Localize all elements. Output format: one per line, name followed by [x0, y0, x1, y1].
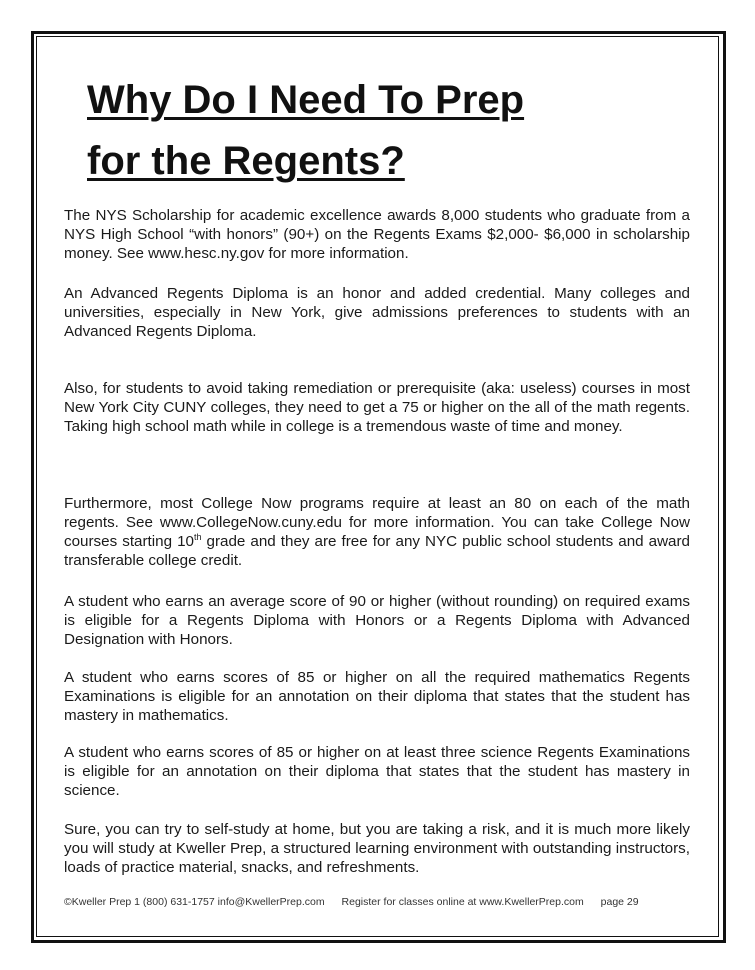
footer-page-number: page 29: [600, 896, 639, 908]
paragraph-kweller-prep: Sure, you can try to self-study at home, but you are taking a risk, and it is much more likely you will study at Kweller Prep, a structured learning environment with outstanding instructors, loads of practice material, snacks, and refreshments.: [64, 821, 690, 876]
footer-contact: ©Kweller Prep 1 (800) 631-1757 info@KwellerPrep.com: [64, 896, 325, 908]
paragraph-college-now: [64, 494, 690, 570]
page-title: [87, 70, 524, 192]
college-now-text-end: grade and they are free for any NYC public school students and award transferable college credit.: [64, 533, 690, 569]
college-now-text-start: Furthermore, most College Now programs require at least an 80 on each of the math regents. See www.CollegeNow.cuny.edu for more information. You can take College Now courses starting 10: [64, 495, 690, 550]
paragraph-science-mastery: A student who earns scores of 85 or higher on at least three science Regents Examinations is eligible for an annotation on their diploma that states that the student has mastery in science.: [64, 744, 690, 799]
paragraph-honors-diploma: A student who earns an average score of 90 or higher (without rounding) on required exams is eligible for a Regents Diploma with Honors or a Regents Diploma with Advanced Designation with Honors.: [64, 593, 690, 648]
title-line-2: for the Regents?: [87, 139, 405, 183]
paragraph-advanced-diploma: An Advanced Regents Diploma is an honor and added credential. Many colleges and universities, especially in New York, give admissions preferences to students with an Advanced Regents Diploma.: [64, 285, 690, 340]
paragraph-math-mastery: A student who earns scores of 85 or higher on all the required mathematics Regents Examinations is eligible for an annotation on their diploma that states that the student has mastery in mathematics.: [64, 669, 690, 724]
paragraph-scholarship: The NYS Scholarship for academic excellence awards 8,000 students who graduate from a NYS High School “with honors” (90+) on the Regents Exams $2,000- $6,000 in scholarship money. See www.hesc.ny.gov for more information.: [64, 207, 690, 262]
footer-register: Register for classes online at www.KwellerPrep.com: [341, 896, 584, 908]
paragraph-cuny-remediation: Also, for students to avoid taking remediation or prerequisite (aka: useless) courses in most New York City CUNY colleges, they need to get a 75 or higher on the all of the math regents. Taking high school math while in college is a tremendous waste of time and money.: [64, 380, 690, 435]
title-line-1: Why Do I Need To Prep: [87, 78, 525, 122]
page-footer: [64, 896, 704, 908]
ordinal-suffix: th: [193, 531, 202, 542]
